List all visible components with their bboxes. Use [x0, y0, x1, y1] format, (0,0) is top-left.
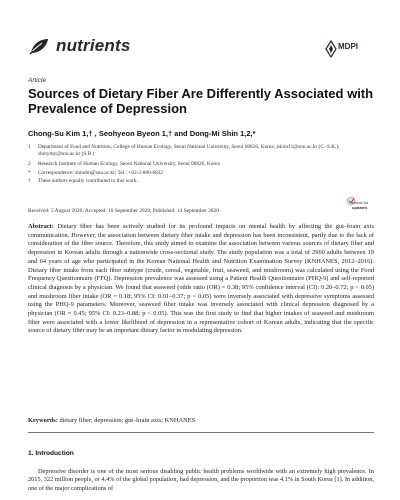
affiliation-mark: 1: [28, 144, 31, 150]
affiliation-2: [28, 161, 368, 168]
section-heading: 1. Introduction: [28, 450, 74, 457]
affiliation-mark: *: [28, 170, 31, 176]
affiliation-text: Department of Food and Nutrition, College of Human Ecology, Seoul National University, Seoul 08826, Korea; jskim11@snu.ac.kr (C.-S.K.); shmymy@snu.ac.kr (S.B.): [38, 144, 340, 157]
journal-name[interactable]: nutrients: [56, 36, 131, 55]
affiliation-mark: †: [28, 178, 31, 184]
article-title: Sources of Dietary Fiber Are Differently Associated with Prevalence of Depression: [28, 86, 374, 116]
correspondence-line: [28, 170, 368, 177]
keywords-line: [28, 417, 374, 424]
check-for-updates-label[interactable]: [352, 201, 368, 210]
abstract-paragraph: [28, 223, 374, 336]
affiliation-text[interactable]: Correspondence: shindm@snu.ac.kr; Tel.: +82-2-880-6832: [38, 170, 164, 176]
nutrients-logo-icon: [28, 36, 50, 56]
affiliation-1: [28, 144, 368, 158]
abstract-text: Dietary fiber has been actively studied for its profound impacts on mental health by affecting the gut–brain axis communication. However, the association between dietary fiber intake and depression has been inconsistent, partly due to the lack of consideration of the fiber source. Therefore, this study aimed to examine the association between various sources of dietary fiber and depression in Korean adults through a nationwide cross-sectional study. The study population was a total of 2960 adults between 19 and 64 years of age who participated in the Korean National Health and Nutrition Examination Survey (KNHANES, 2012–2016). Dietary fiber intake from each fiber subtype (crude, cereal, vegetable, fruit, seaweed, and mushroom) was calculated using the Food Frequency Questionnaire (FFQ). Depression prevalence was assessed using a Patient Health Questionnaire (PHQ-9) and self-reported clinical diagnosis by a physician. We found that seaweed (odds ratio (OR) = 0.38; 95% confidence interval (CI): 0.20–0.72; p < 0.05) and mushroom fiber intake (OR = 0.18; 95% CI: 0.01–0.37; p < 0.05) were inversely associated with depressive symptoms assessed using the PHQ-9 parameters. Moreover, seaweed fiber intake was inversely associated with clinical depression diagnosed by a physician (OR = 0.45; 95% CI: 0.23–0.88; p < 0.05). This was the first study to find that higher intakes of seaweed and mushroom fiber were associated with a lower likelihood of depression in a representative cohort of Korean adults, indicating that the specific source of dietary fiber may be an important dietary factor in modulating depression.: [28, 223, 374, 335]
affiliation-text: Research Institute of Human Ecology, Seoul National University, Seoul 08826, Korea: [38, 161, 220, 167]
equal-contribution-note: [28, 178, 368, 185]
updates-line-1: check for: [352, 200, 369, 205]
affiliation-text: These authors equally contributed to this work.: [38, 178, 138, 184]
section-divider: [28, 432, 374, 433]
introduction-paragraph: Depressive disorder is one of the most serious disabling public health problems worldwide with an extremely high prevalence. In 2015, 322 million people, or 4.4% of the global population, had depression, and the proportion was 4.1% in South Korea [1]. In addition, one of the major complications of: [28, 468, 374, 492]
publisher-name[interactable]: MDPI: [338, 42, 358, 51]
updates-line-2: updates: [352, 204, 368, 210]
author-list: Chong-Su Kim 1,† , Seohyeon Byeon 1,† and Dong-Mi Shin 1,2,*: [28, 129, 256, 138]
keywords-text: dietary fiber; depression; gut–brain axis; KNHANES: [59, 417, 196, 424]
publication-dates: Received: 5 August 2020; Accepted: 10 September 2020; Published: 14 September 2020: [28, 208, 219, 214]
affiliation-mark: 2: [28, 161, 31, 167]
article-type: Article: [28, 77, 47, 84]
keywords-label: Keywords:: [28, 417, 58, 424]
abstract-label: Abstract:: [28, 223, 54, 230]
